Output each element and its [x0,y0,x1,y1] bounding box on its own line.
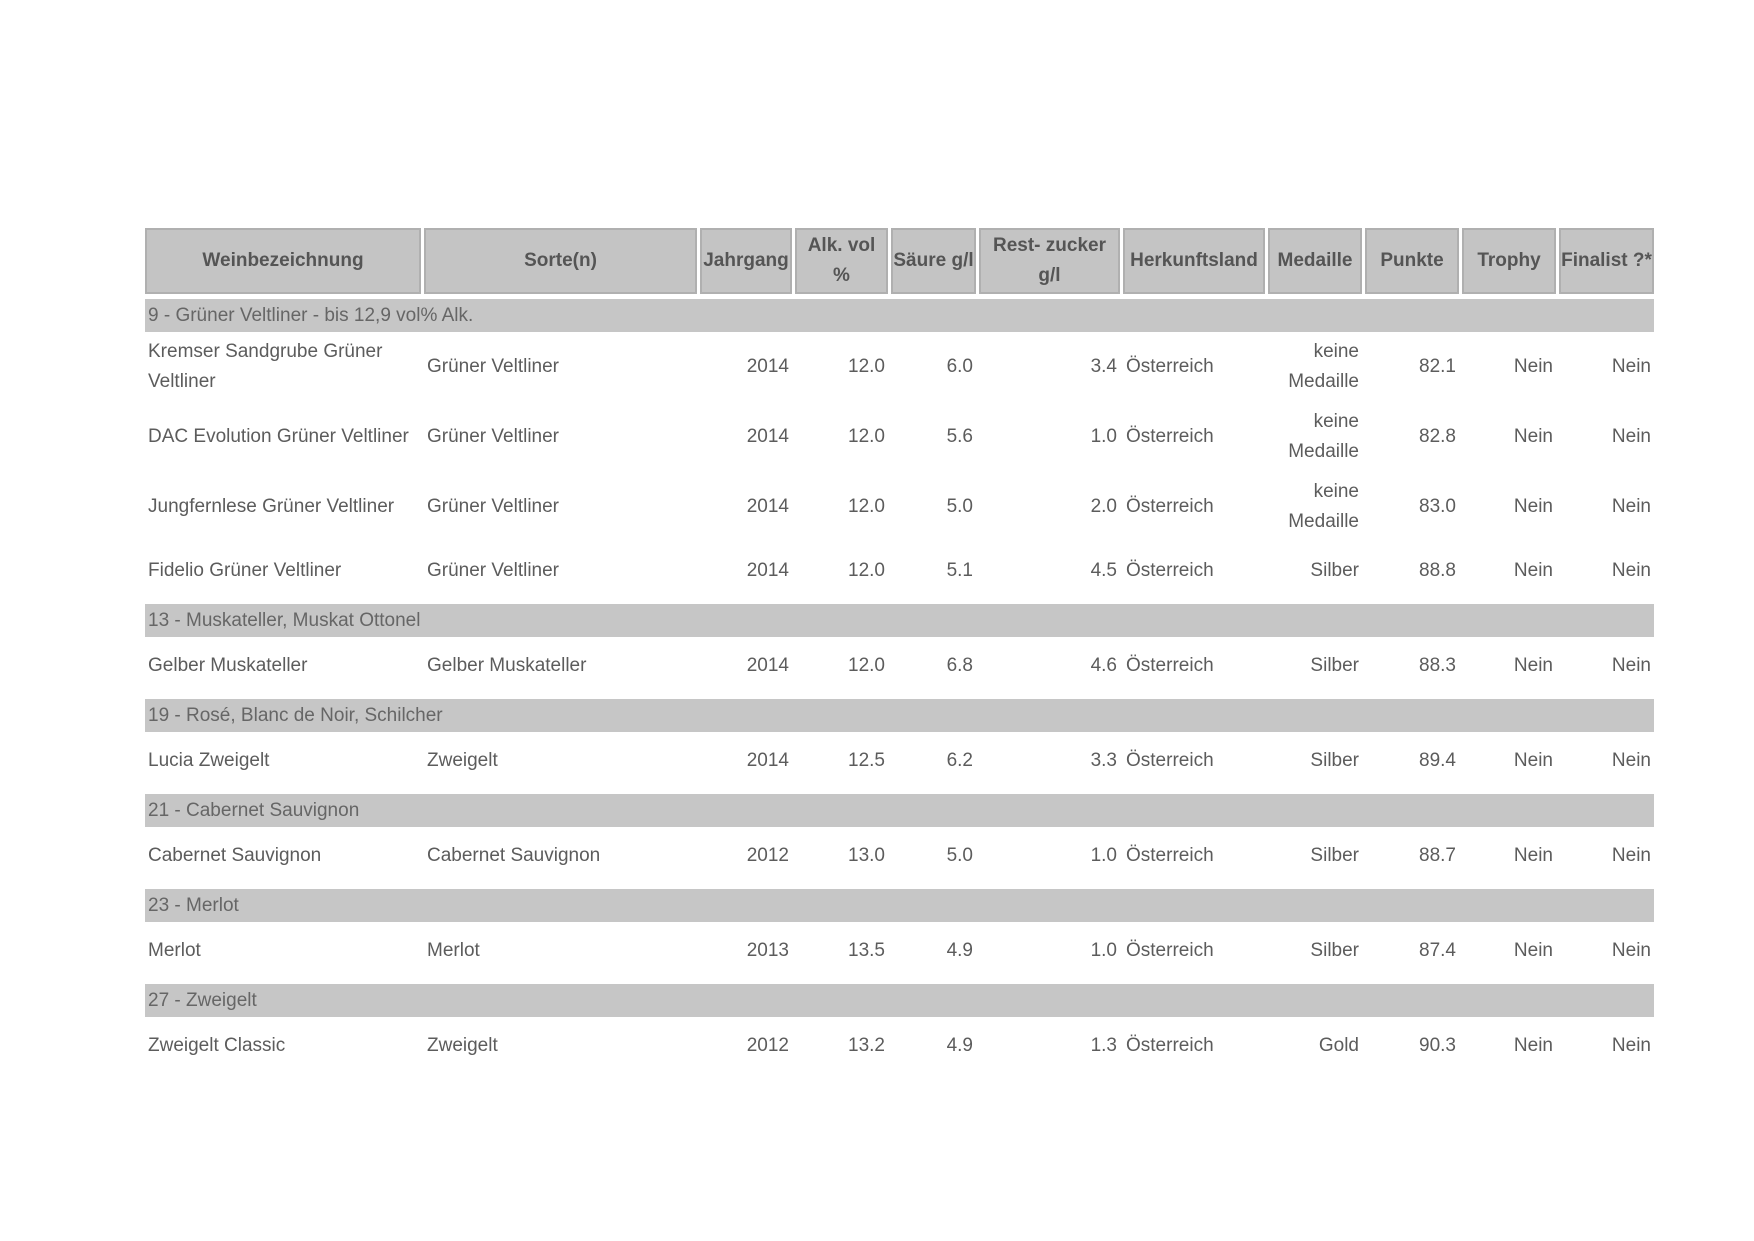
cell-trophy: Nein [1513,749,1553,771]
cell-medaille: keine Medaille [1288,411,1359,462]
group-title: 23 - Merlot [145,889,1654,922]
cell-sorten: Zweigelt [427,749,498,771]
cell-alk-vol: 12.0 [848,356,885,377]
cell-restzucker: 2.0 [1090,496,1117,517]
column-header-jahrgang: Jahrgang [700,228,792,294]
cell-finalist: Nein [1611,559,1651,581]
cell-restzucker: 4.5 [1090,559,1117,581]
cell-punkte: 87.4 [1419,939,1456,961]
cell-punkte: 82.1 [1419,356,1456,377]
cell-restzucker: 3.4 [1090,356,1117,377]
group-title: 13 - Muskateller, Muskat Ottonel [145,604,1654,637]
cell-herkunftsland: Österreich [1126,844,1214,866]
group-title: 9 - Grüner Veltliner - bis 12,9 vol% Alk. [145,299,1654,332]
cell-punkte: 88.7 [1419,844,1456,866]
cell-medaille: Silber [1310,939,1359,961]
cell-restzucker: 1.0 [1090,426,1117,447]
cell-saeure: 4.9 [946,1034,973,1056]
group-row [145,984,1654,1017]
column-header-alk-vol: Alk. vol % [795,228,888,294]
table-row [145,827,1654,884]
cell-punkte: 83.0 [1419,496,1456,517]
column-header-medaille: Medaille [1268,228,1362,294]
table-row [145,402,1654,472]
cell-medaille: keine Medaille [1288,481,1359,532]
cell-jahrgang: 2014 [746,749,789,771]
cell-jahrgang: 2014 [746,559,789,581]
cell-trophy: Nein [1513,654,1553,676]
cell-saeure: 6.0 [946,356,973,377]
cell-weinbezeichnung: Fidelio Grüner Veltliner [148,559,342,581]
cell-jahrgang: 2014 [746,356,789,377]
group-row [145,889,1654,922]
cell-sorten: Grüner Veltliner [427,559,560,581]
cell-jahrgang: 2014 [746,654,789,676]
group-title: 19 - Rosé, Blanc de Noir, Schilcher [145,699,1654,732]
cell-saeure: 5.0 [946,844,973,866]
cell-herkunftsland: Österreich [1126,749,1214,771]
cell-trophy: Nein [1513,844,1553,866]
cell-alk-vol: 12.0 [848,496,885,517]
cell-sorten: Grüner Veltliner [427,356,560,377]
cell-weinbezeichnung: Lucia Zweigelt [148,749,270,771]
table-body [145,294,1654,1074]
cell-jahrgang: 2013 [746,939,789,961]
table-row [145,332,1654,402]
cell-restzucker: 4.6 [1090,654,1117,676]
cell-medaille: Silber [1310,749,1359,771]
cell-punkte: 88.3 [1419,654,1456,676]
cell-saeure: 6.2 [946,749,973,771]
cell-trophy: Nein [1513,426,1553,447]
column-header-trophy: Trophy [1462,228,1556,294]
cell-sorten: Merlot [427,939,480,961]
cell-jahrgang: 2014 [746,426,789,447]
table-row [145,732,1654,789]
cell-weinbezeichnung: DAC Evolution Grüner Veltliner [148,426,409,447]
cell-alk-vol: 12.5 [848,749,885,771]
cell-sorten: Zweigelt [427,1034,498,1056]
cell-herkunftsland: Österreich [1126,1034,1214,1056]
group-row [145,604,1654,637]
cell-restzucker: 1.3 [1090,1034,1117,1056]
cell-punkte: 82.8 [1419,426,1456,447]
cell-saeure: 5.1 [946,559,973,581]
cell-finalist: Nein [1611,844,1651,866]
cell-medaille: keine Medaille [1288,341,1359,392]
cell-jahrgang: 2012 [746,844,789,866]
table-header [145,228,1654,294]
cell-sorten: Grüner Veltliner [427,426,560,447]
cell-saeure: 4.9 [946,939,973,961]
group-row [145,699,1654,732]
cell-saeure: 5.6 [946,426,973,447]
cell-sorten: Cabernet Sauvignon [427,844,601,866]
cell-finalist: Nein [1611,356,1651,377]
table-row [145,637,1654,694]
cell-jahrgang: 2012 [746,1034,789,1056]
column-header-weinbezeichnung: Weinbezeichnung [145,228,421,294]
table-row [145,922,1654,979]
cell-herkunftsland: Österreich [1126,356,1214,377]
cell-trophy: Nein [1513,356,1553,377]
cell-trophy: Nein [1513,496,1553,517]
cell-alk-vol: 13.5 [848,939,885,961]
cell-saeure: 6.8 [946,654,973,676]
cell-weinbezeichnung: Kremser Sandgrube Grüner Veltliner [148,341,383,392]
column-header-restzucker: Rest- zucker g/l [979,228,1120,294]
cell-finalist: Nein [1611,654,1651,676]
cell-weinbezeichnung: Jungfernlese Grüner Veltliner [148,496,395,517]
column-header-saeure: Säure g/l [891,228,976,294]
cell-alk-vol: 13.2 [848,1034,885,1056]
cell-sorten: Grüner Veltliner [427,496,560,517]
header-row [145,228,1654,294]
cell-medaille: Gold [1318,1034,1359,1056]
cell-restzucker: 1.0 [1090,939,1117,961]
cell-finalist: Nein [1611,749,1651,771]
cell-herkunftsland: Österreich [1126,654,1214,676]
cell-restzucker: 3.3 [1090,749,1117,771]
column-header-finalist: Finalist ?* [1559,228,1654,294]
cell-herkunftsland: Österreich [1126,496,1214,517]
cell-punkte: 90.3 [1419,1034,1456,1056]
group-title: 27 - Zweigelt [145,984,1654,1017]
cell-finalist: Nein [1611,939,1651,961]
cell-finalist: Nein [1611,426,1651,447]
cell-medaille: Silber [1310,654,1359,676]
table-row [145,1017,1654,1074]
column-header-herkunftsland: Herkunftsland [1123,228,1265,294]
cell-trophy: Nein [1513,939,1553,961]
cell-jahrgang: 2014 [746,496,789,517]
cell-finalist: Nein [1611,496,1651,517]
cell-alk-vol: 12.0 [848,654,885,676]
cell-alk-vol: 13.0 [848,844,885,866]
cell-punkte: 89.4 [1419,749,1456,771]
cell-herkunftsland: Österreich [1126,559,1214,581]
cell-herkunftsland: Österreich [1126,939,1214,961]
table-row [145,472,1654,542]
cell-punkte: 88.8 [1419,559,1456,581]
cell-weinbezeichnung: Zweigelt Classic [148,1034,286,1056]
group-row [145,299,1654,332]
cell-alk-vol: 12.0 [848,426,885,447]
column-header-sorten: Sorte(n) [424,228,697,294]
cell-trophy: Nein [1513,559,1553,581]
cell-saeure: 5.0 [946,496,973,517]
cell-trophy: Nein [1513,1034,1553,1056]
cell-herkunftsland: Österreich [1126,426,1214,447]
cell-alk-vol: 12.0 [848,559,885,581]
group-row [145,794,1654,827]
cell-restzucker: 1.0 [1090,844,1117,866]
wine-results-table [142,228,1657,1074]
cell-weinbezeichnung: Gelber Muskateller [148,654,308,676]
cell-sorten: Gelber Muskateller [427,654,587,676]
table-row [145,542,1654,599]
cell-weinbezeichnung: Cabernet Sauvignon [148,844,322,866]
wine-results-sheet [145,228,1652,1074]
cell-medaille: Silber [1310,559,1359,581]
column-header-punkte: Punkte [1365,228,1459,294]
cell-weinbezeichnung: Merlot [148,939,201,961]
cell-finalist: Nein [1611,1034,1651,1056]
cell-medaille: Silber [1310,844,1359,866]
group-title: 21 - Cabernet Sauvignon [145,794,1654,827]
